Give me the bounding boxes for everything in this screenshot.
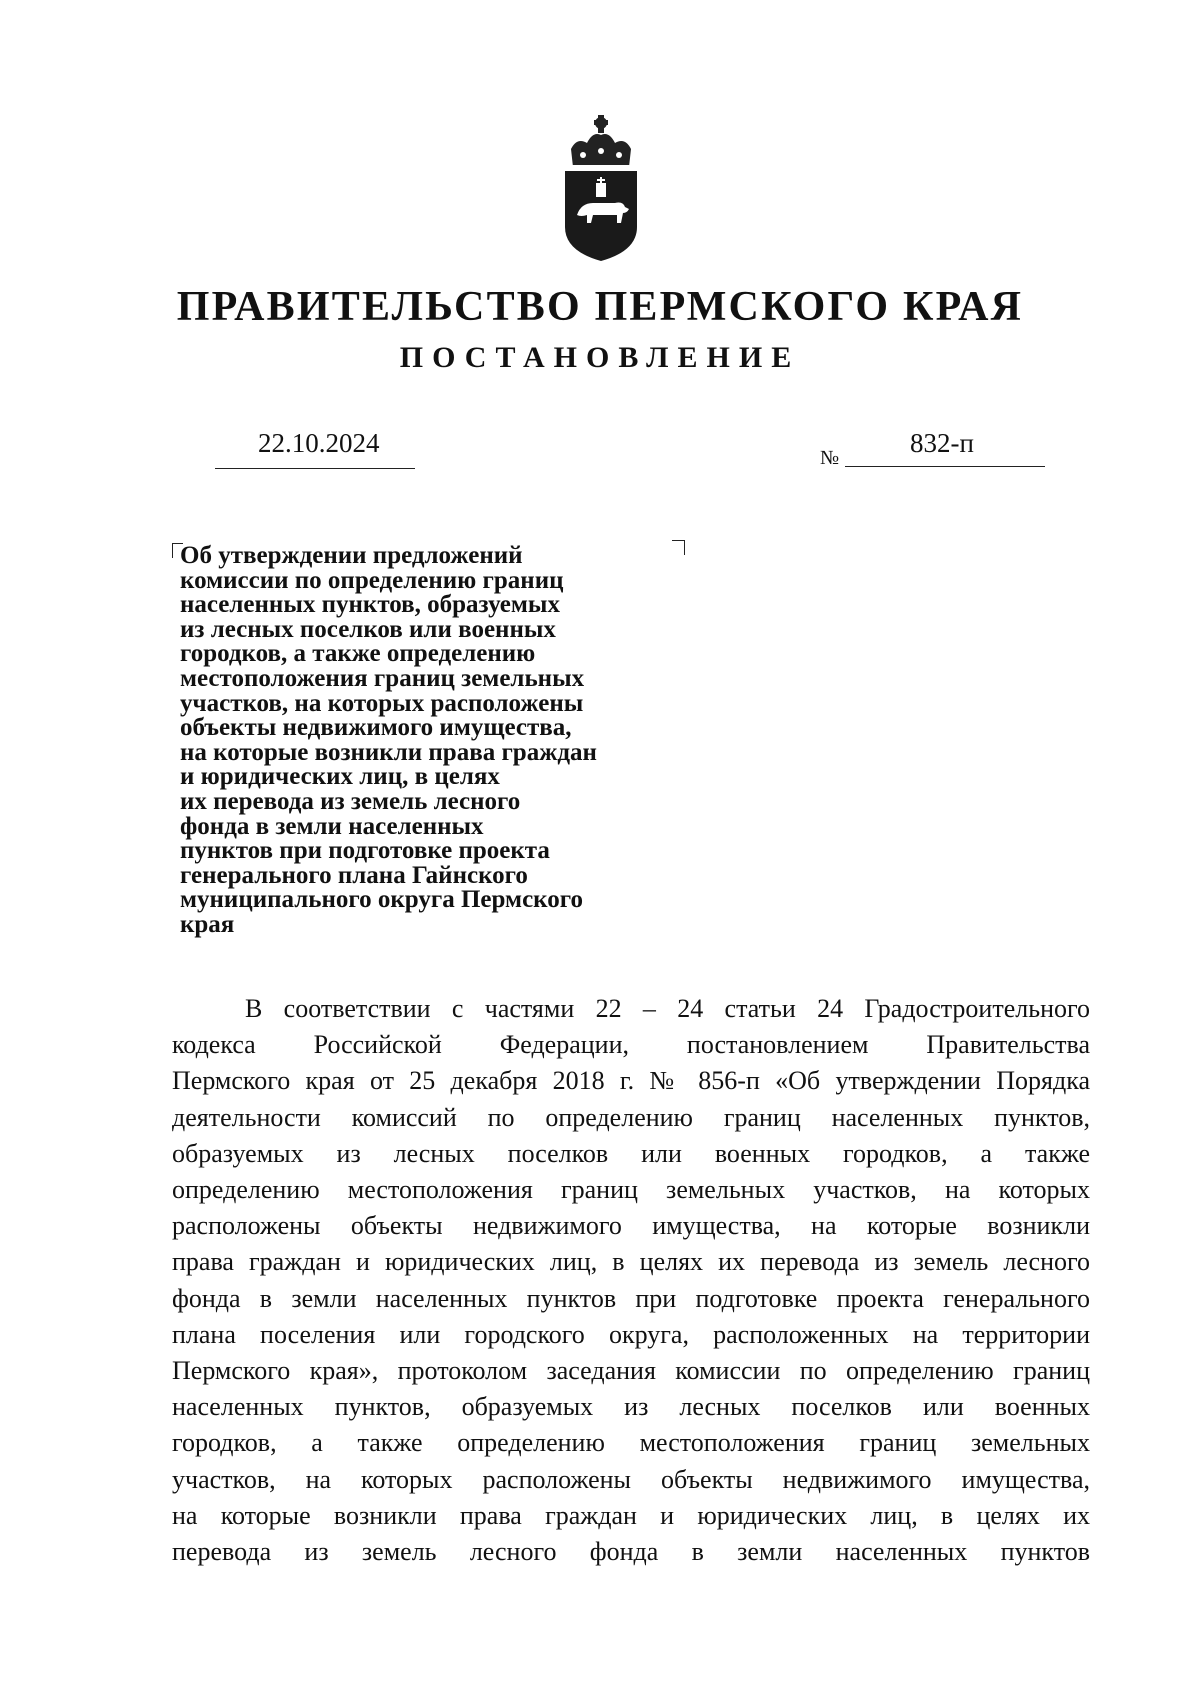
body-line: городков, а также определению местоположения границ земельных (172, 1428, 1090, 1458)
subject-line: генерального плана Гайнского (180, 861, 528, 889)
government-title: ПРАВИТЕЛЬСТВО ПЕРМСКОГО КРАЯ (176, 284, 1024, 330)
subject-line: объекты недвижимого имущества, (180, 714, 572, 742)
body-line: населенных пунктов, образуемых из лесных поселков или военных (172, 1392, 1090, 1422)
subject-line: местоположения границ земельных (180, 664, 585, 692)
body-line: расположены объекты недвижимого имущества, на которые возникли (172, 1211, 1090, 1241)
coat-of-arms-icon (563, 115, 639, 265)
body-line: участков, на которых расположены объекты недвижимого имущества, (172, 1464, 1090, 1494)
body-line: перевода из земель лесного фонда в земли населенных пунктов (172, 1537, 1090, 1567)
body-line: Пермского края от 25 декабря 2018 г. № 856-п «Об утверждении Порядка (172, 1066, 1090, 1096)
subject-line: пунктов при подготовке проекта (180, 837, 550, 865)
body-line: кодекса Российской Федерации, постановлением Правительства (172, 1030, 1090, 1060)
document-date: 22.10.2024 (258, 428, 380, 458)
subject-line: участков, на которых расположены (180, 689, 584, 717)
body-line: на которые возникли права граждан и юридических лиц, в целях их (172, 1500, 1090, 1530)
body-line: фонда в земли населенных пунктов при подготовке проекта генерального (172, 1283, 1090, 1313)
body-line: деятельности комиссий по определению границ населенных пунктов, (172, 1102, 1090, 1132)
body-line: определению местоположения границ земельных участков, на которых (172, 1175, 1090, 1205)
subject-line: фонда в земли населенных (180, 812, 484, 840)
document-number: 832-п (910, 428, 974, 458)
body-line: Пермского края», протоколом заседания комиссии по определению границ (172, 1356, 1090, 1386)
subject-line: городков, а также определению (180, 640, 536, 668)
number-field (845, 426, 1045, 467)
date-field (215, 426, 415, 469)
subject-line: Об утверждении предложений (180, 542, 523, 569)
subject-line: из лесных поселков или военных (180, 615, 556, 643)
subject-line: и юридических лиц, в целях (180, 763, 500, 791)
document-subject (180, 544, 680, 938)
subject-line: муниципального округа Пермского (180, 886, 583, 914)
document-body (172, 991, 1090, 1570)
subject-line: на которые возникли права граждан (180, 738, 597, 766)
number-sign: № (820, 447, 840, 469)
subject-line: населенных пунктов, образуемых (180, 591, 560, 619)
body-line: образуемых из лесных поселков или военных городков, а также (172, 1138, 1090, 1168)
document-type: ПОСТАНОВЛЕНИЕ (399, 341, 801, 374)
subject-line: комиссии по определению границ (180, 566, 564, 594)
subject-line: их перевода из земель лесного (180, 787, 521, 815)
body-line: права граждан и юридических лиц, в целях их перевода из земель лесного (172, 1247, 1090, 1277)
body-line: плана поселения или городского округа, расположенных на территории (172, 1319, 1090, 1349)
body-line: В соответствии с частями 22 – 24 статьи 24 Градостроительного (245, 994, 1090, 1023)
subject-line: края (180, 910, 235, 938)
